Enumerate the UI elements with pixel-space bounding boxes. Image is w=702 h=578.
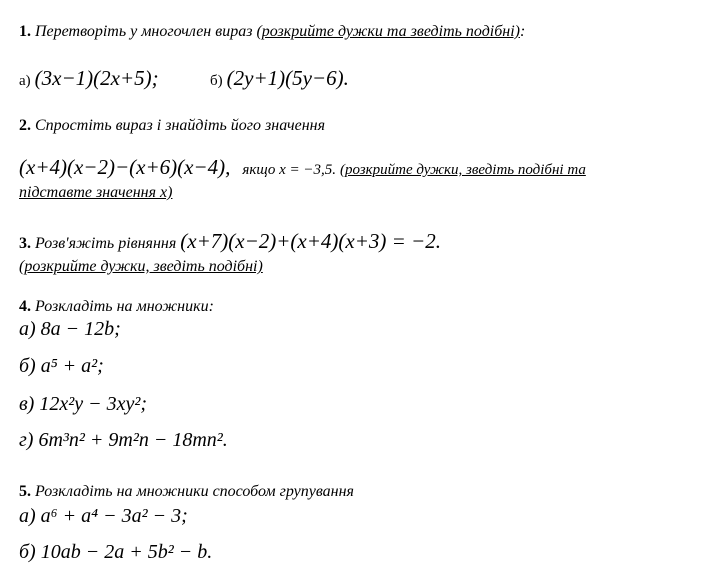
task-4-item-g [19,429,228,452]
task-5-item-b-label: б) [19,541,36,563]
task-5-item-a [19,505,188,528]
task-4-item-a [19,318,121,341]
task-4-item-a-expr: 8a − 12b; [40,318,121,340]
task-3-title: Розв'яжіть рівняння [35,235,177,252]
task-4-item-b-expr: a⁵ + a²; [40,355,104,377]
task-1-item-a-expr: (3x−1)(2x+5); [34,66,159,90]
task-3-expr: (x+7)(x−2)+(x+4)(x+3) = −2. [180,229,441,253]
task-2-hint-line2: підставте значення x) [19,184,173,201]
task-2-hint-line1: (розкрийте дужки, зведіть подібні та [340,162,586,178]
task-2-number: 2. [19,117,31,134]
task-1-item-b-expr: (2y+1)(5y−6). [226,66,349,90]
task-3-hint: (розкрийте дужки, зведіть подібні) [19,258,263,275]
task-5-item-a-expr: a⁶ + a⁴ − 3a² − 3; [40,505,188,527]
task-4-item-g-label: г) [19,429,34,451]
task-2-condition: якщо x = −3,5. [242,162,336,178]
task-4-item-b-label: б) [19,355,36,377]
task-4-heading [19,298,214,316]
task-4-title: Розкладіть на множники: [35,298,214,315]
task-5-item-b-expr: 10ab − 2a + 5b² − b. [40,541,213,563]
task-2-heading [19,117,325,135]
task-5-number: 5. [19,483,31,500]
task-5-title: Розкладіть на множники способом групування [35,483,354,500]
task-4-item-b [19,355,104,378]
task-4-item-v-label: в) [19,393,35,415]
task-1-item-b [210,66,349,91]
task-5-heading [19,483,354,501]
task-1-number: 1. [19,23,31,40]
task-4-item-v [19,393,147,416]
task-4-number: 4. [19,298,31,315]
task-2-title: Спростіть вираз і знайдіть його значення [35,117,326,134]
task-3-heading [19,229,441,254]
task-1-item-a [19,66,159,91]
task-5-item-a-label: а) [19,505,36,527]
task-2-expression-line [19,155,586,180]
task-1-item-b-label: б) [210,73,223,89]
task-3-number: 3. [19,235,31,252]
task-4-item-v-expr: 12x²y − 3xy²; [39,393,147,415]
task-5-item-b [19,541,212,564]
task-1-item-a-label: а) [19,73,31,89]
task-4-item-g-expr: 6m³n² + 9m²n − 18mn². [38,429,228,451]
task-1-colon: : [520,23,526,40]
task-1-heading [19,23,525,41]
task-1-title: Перетворіть у многочлен вираз [35,23,253,40]
task-1-hint: (розкрийте дужки та зведіть подібні) [256,23,520,40]
task-4-item-a-label: а) [19,318,36,340]
task-2-expr: (x+4)(x−2)−(x+6)(x−4), [19,155,231,179]
